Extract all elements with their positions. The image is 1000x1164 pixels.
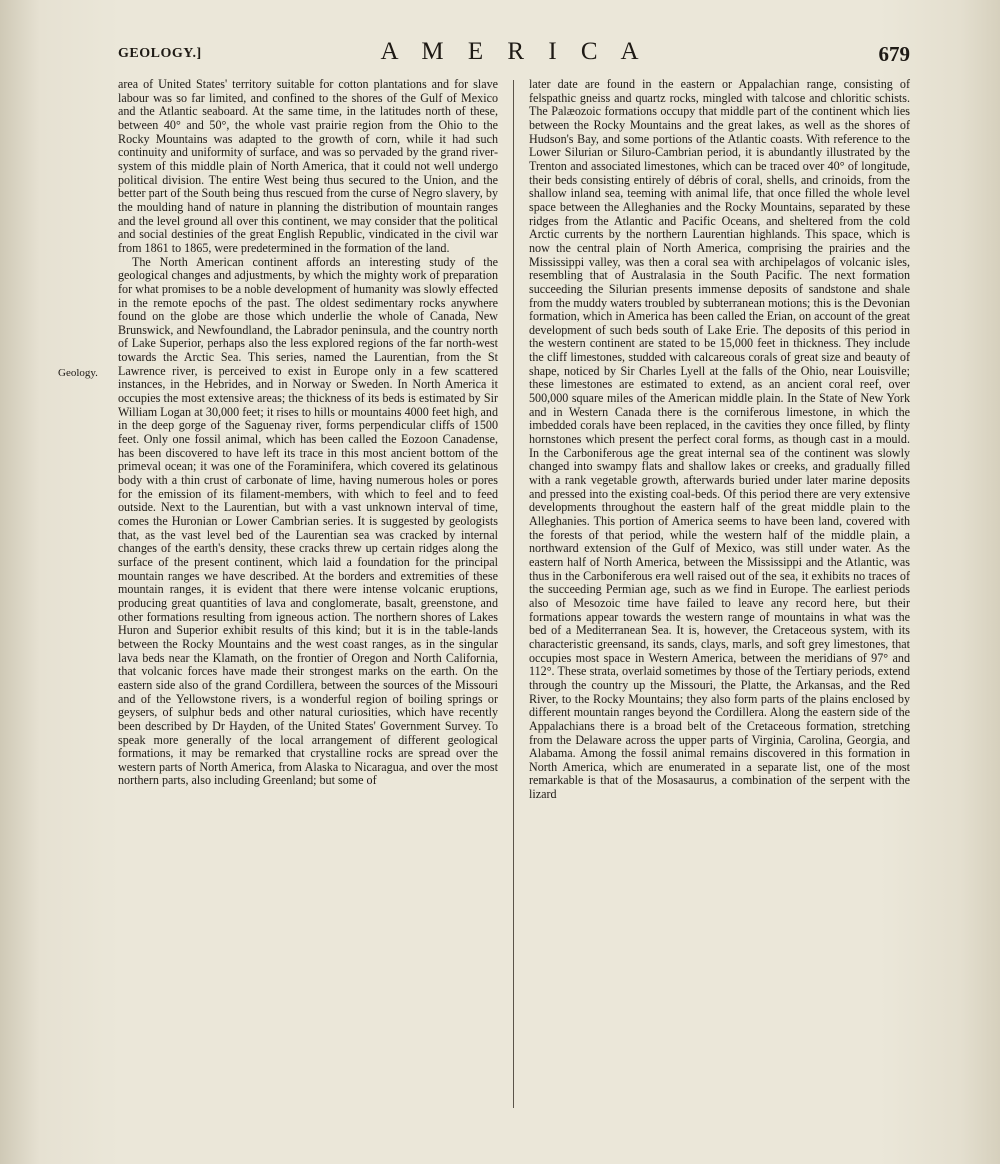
margin-note: Geology. xyxy=(58,367,98,379)
running-header xyxy=(118,40,910,74)
paragraph: The North American continent affords an interesting study of the geological changes and adjustments, by which the mighty work of preparation for what promises to be a noble development of humanity was slowly effected in the remote epochs of the past. The oldest sedimentary rocks anywhere found on the globe are those which underlie the whole of Canada, New Brunswick, and Newfoundland, the Labrador peninsula, and the country north of Lake Superior, perhaps also the less explored regions of the far north-west towards the Arctic Sea. This series, named the Laurentian, from the St Lawrence river, is perceived to exist in Europe only in a few scattered instances, in the Hebrides, and in Norway or Sweden. In North America it occupies the most extensive areas; the thickness of its beds is estimated by Sir William Logan at 30,000 feet; it rises to hills or mountains 4000 feet high, and in the deep gorge of the Saguenay river, forms perpendicular cliffs of 1500 feet. Only one fossil animal, which has been called the Eozoon Canadense, has been discovered to have left its trace in this most ancient bottom of the primeval ocean; it was one of the Foraminifera, which covered its gelatinous body with a thin crust of carbonate of lime, having numerous holes or pores for the emission of its filament-members, with which to feel and to feed outside. Next to the Laurentian, but with a vast unknown interval of time, comes the Huronian or Lower Cambrian series. It is suggested by geologists that, as the vast level bed of the Laurentian sea was cracked by internal changes of the earth's density, these cracks threw up certain ridges along the surface of the present continent, which laid a foundation for the principal mountain ranges we have described. At the borders and extremities of these mountain ranges, it is evident that there were intense volcanic eruptions, producing great quantities of lava and conglomerate, basalt, greenstone, and other formations resulting from igneous action. The northern shores of Lakes Huron and Superior exhibit results of this kind; but it is in the table-lands between the Rocky Mountains and the west coast ranges, as in the singular lava beds near the Klamath, on the frontier of Oregon and North California, that volcanic forces have made their strongest marks on the earth. On the eastern side also of the grand Cordillera, between the sources of the Missouri and of the Yellowstone rivers, is a wonderful region of boiling springs or geysers, of sulphur beds and other natural curiosities, which have recently been described by Dr Hayden, of the United States' Government Survey. To speak more generally of the local arrangement of different geological formations, it may be remarked that crystalline rocks are spread over the western parts of North America, from Alaska to Nicaragua, and over the most northern parts, also including Greenland; but some of xyxy=(118,254,498,788)
column-divider xyxy=(513,80,514,1108)
right-column xyxy=(529,78,910,802)
paragraph: area of United States' territory suitable for cotton plantations and for slave labour was so far limited, and confined to the shores of the Gulf of Mexico and the Atlantic seaboard. At the same time, in the latitudes north of these, between 40° and 50°, the whole vast prairie region from the Ohio to the Rocky Mountains was adapted to the growth of corn, while it had such continuity and uniformity of surface, and was so pervaded by the grand river-system of this middle plain of North America, that it could not well undergo political division. The entire West being thus secured to the Union, and the better part of the South being thus rescued from the curse of Negro slavery, by the moulding hand of nature in planning the distribution of mountain ranges and the level ground all over this continent, we may consider that the political and social destinies of the great English Republic, vindicated in the civil war from 1861 to 1865, were predetermined in the formation of the land. xyxy=(118,77,498,255)
left-column xyxy=(118,78,498,788)
paragraph: later date are found in the eastern or Appalachian range, consisting of felspathic gneiss and quartz rocks, mingled with talcose and chloritic schists. The Palæozoic formations occupy that middle part of the continent which lies between the Rocky Mountains and the great lakes, as well as the shores of Hudson's Bay, and some portions of the Atlantic coasts. With reference to the Lower Silurian or Siluro-Cambrian period, it is abundantly illustrated by the Trenton and associated limestones, which can be traced over 40° of longitude, their beds consisting entirely of débris of coral, shells, and crinoids, from the shallow inland sea, teeming with animal life, that once filled the whole level space between the Alleghanies and the Rocky Mountains, separated by these ridges from the Atlantic and Pacific Oceans, and sheltered from the cold Arctic currents by the northern Laurentian highlands. This space, which is now the central plain of North America, comprising the prairies and the Mississippi valley, was then a coral sea with archipelagos of volcanic isles, resembling that of Australasia in the South Pacific. The next formation succeeding the Silurian presents immense deposits of sandstone and shale from the muddy waters troubled by subterranean motions; this is the Devonian formation, which in America has been called the Erian, on account of the great development of such beds south of Lake Erie. The deposits of this period in the western continent are stated to be 15,000 feet in thickness. They include the cliff limestones, studded with calcareous corals of great size and beauty of shape, noticed by Sir Charles Lyell at the falls of the Ohio, near Louisville; these limestones are estimated to extend, as an ancient coral reef, over 500,000 square miles of the American middle plain. In the State of New York and in Western Canada there is the corniferous limestone, in which the imbedded corals have been replaced, in the cavities they once filled, by flinty hornstones which present the perfect coral forms, as though cast in a mould. In the Carboniferous age the great internal sea of the continent was slowly changed into swampy flats and shallow lakes or creeks, and gradually filled with a rank vegetable growth, afterwards buried under later marine deposits and pressed into the existing coal-beds. Of this period there are very extensive developments throughout the eastern half of the great middle plain to the Alleghanies. This portion of America seems to have been land, covered with the forests of that period, while the western half of the middle plain, a northward extension of the Gulf of Mexico, was still under water. As the eastern half of North America, between the Mississippi and the Atlantic, was thus in the Carboniferous era well raised out of the sea, it exhibits no traces of the succeeding Permian age, such as we find in Europe. The earliest periods also of Mesozoic time have failed to leave any record here, but their formations appear towards the western range of mountains in what was the bed of a Mediterranean Sea. It is, however, the Cretaceous system, with its characteristic greensand, its sands, clays, marls, and soft grey limestones, that occupies most space in Western America, between the meridians of 97° and 112°. These strata, overlaid sometimes by those of the Tertiary periods, extend through the country up the Missouri, the Platte, the Arkansas, and the Red River, to the Rocky Mountains; they also form parts of the plains enclosed by different mountain ranges beyond the Cordillera. Along the eastern side of the Appalachians there is a broad belt of the Cretaceous formation, stretching from the Delaware across the upper parts of Virginia, Carolina, Georgia, and Alabama. Among the fossil animal remains discovered in this formation in North America, which are enumerated in a separate list, one of the most remarkable is that of the Mosasaurus, a combination of the serpent with the lizard xyxy=(529,77,910,802)
section-label: GEOLOGY.] xyxy=(118,46,202,61)
page-title: A M E R I C A xyxy=(380,38,648,65)
page-number: 679 xyxy=(878,42,910,66)
